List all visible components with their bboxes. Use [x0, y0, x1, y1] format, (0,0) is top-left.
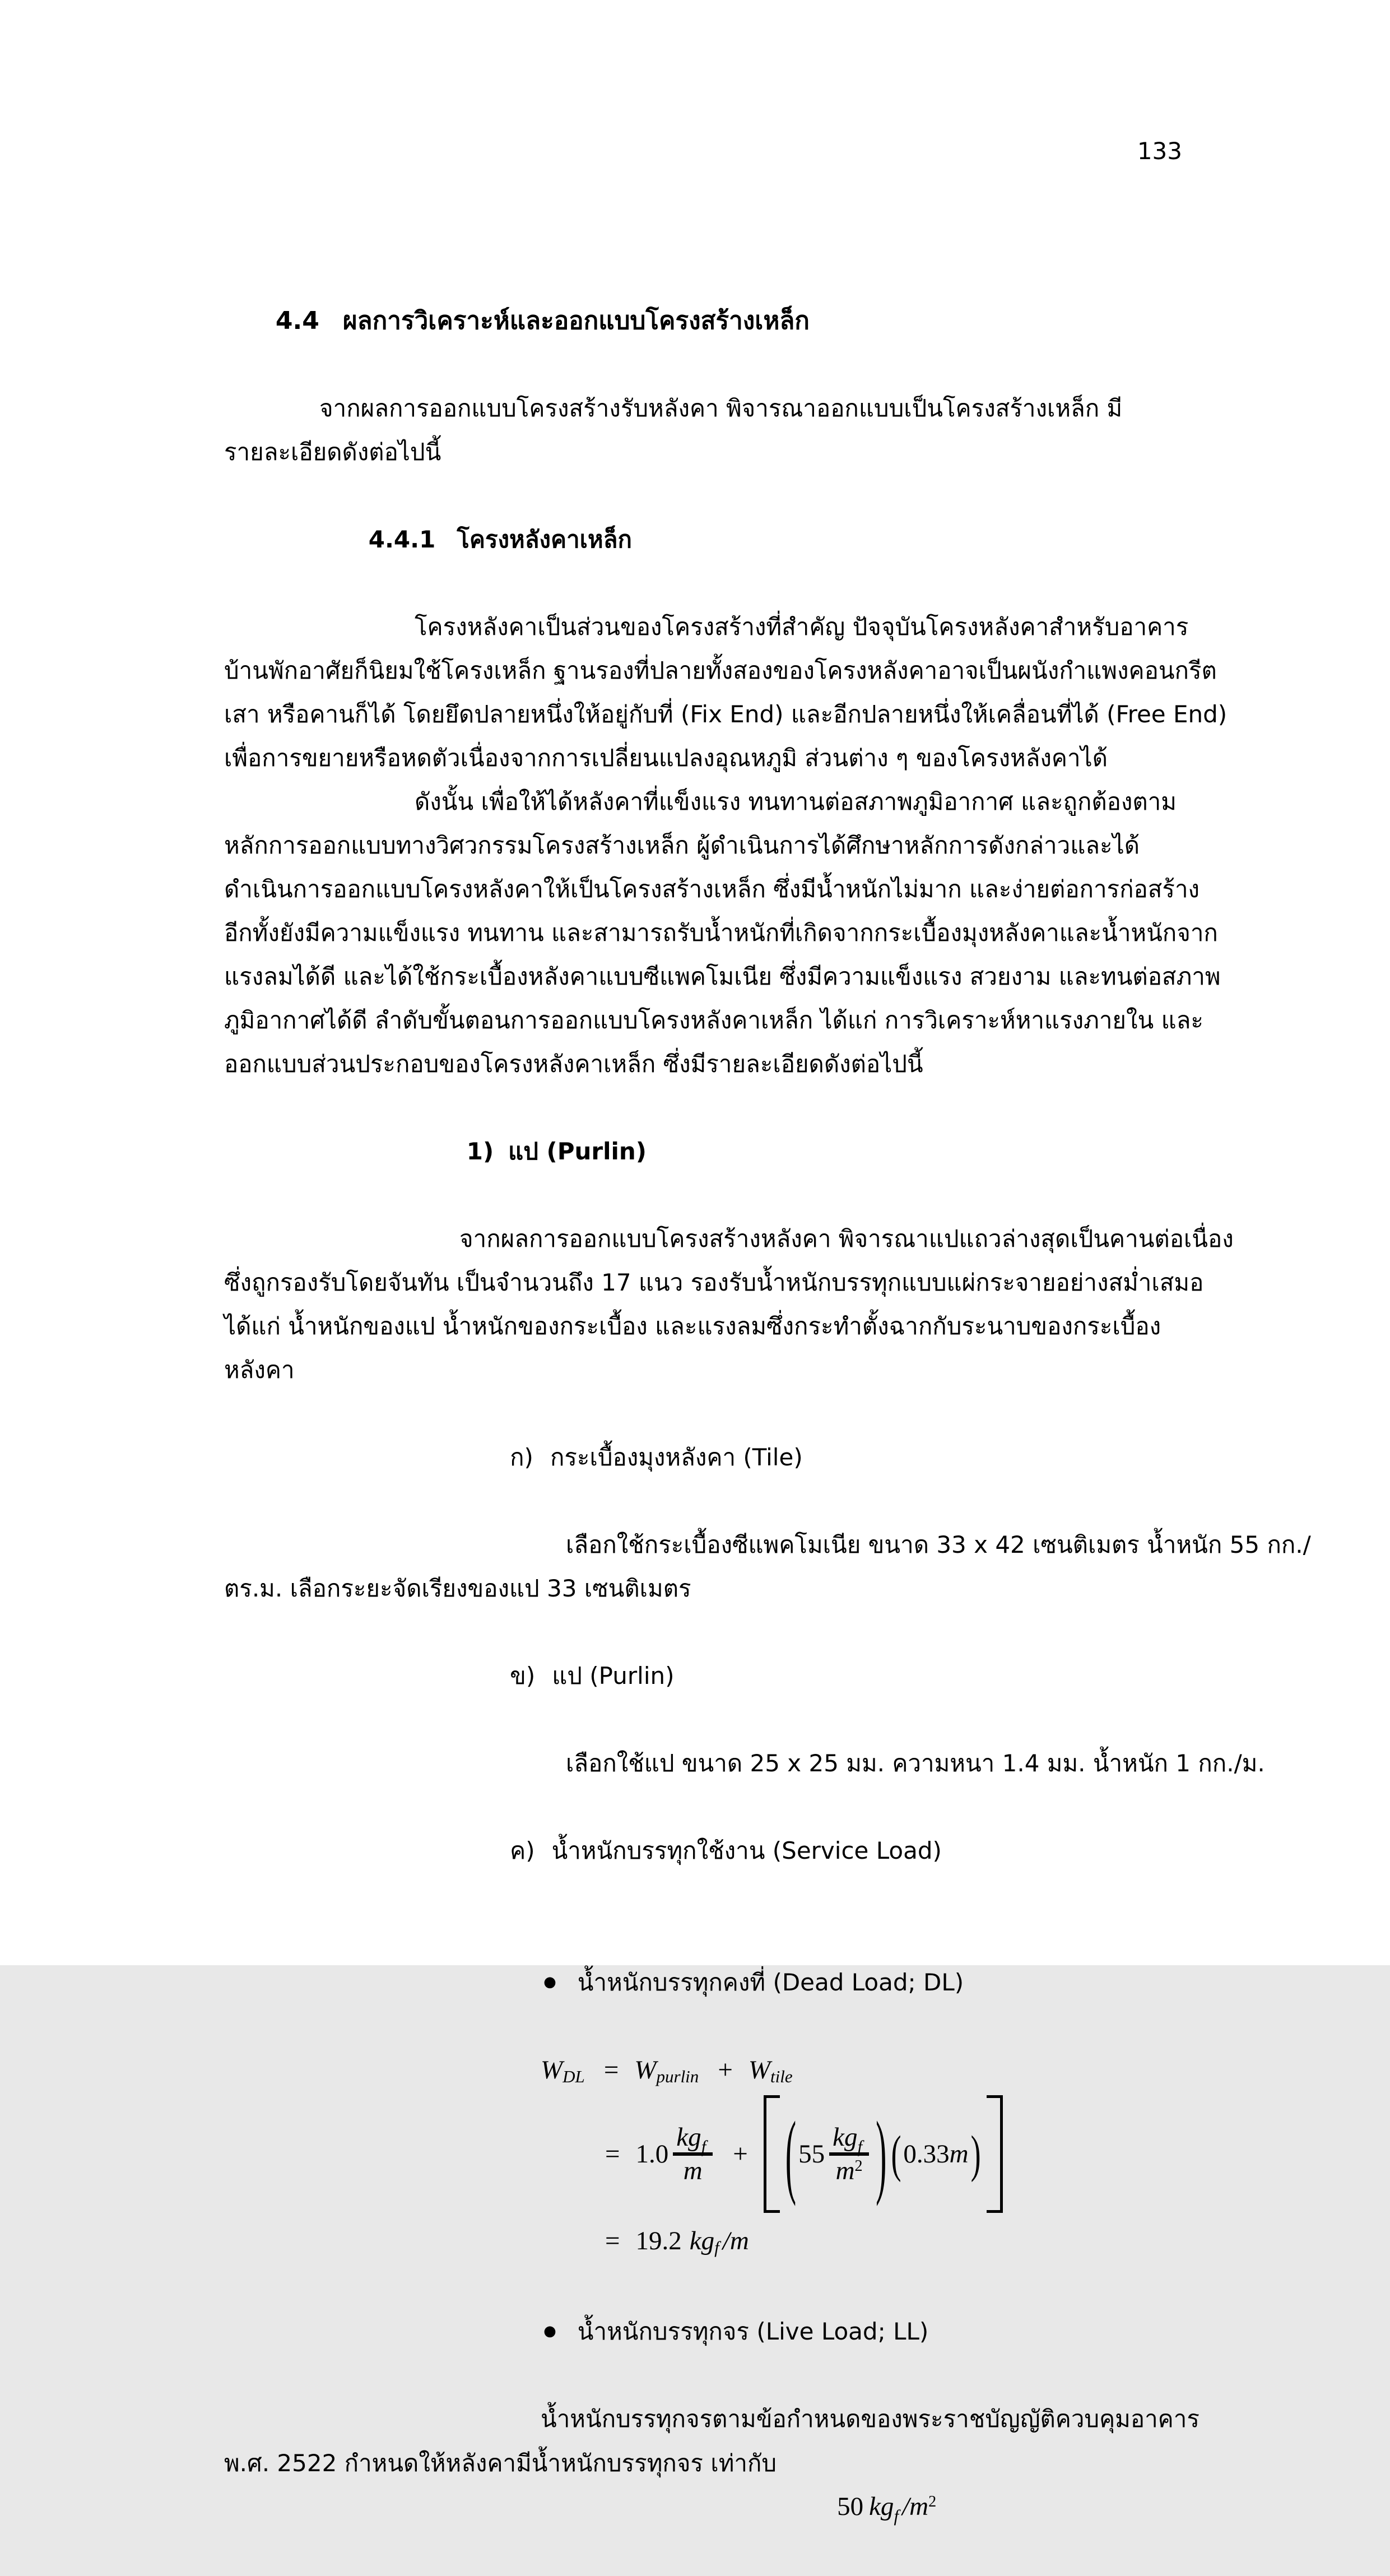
- sub-item-c: [224, 1785, 1182, 1916]
- paragraph-line: จากผลการออกแบบโครงสร้างหลังคา พิจารณาแปแถวล่างสุดเป็นคานต่อเนื่อง: [459, 1225, 1234, 1252]
- sub-item-label: ค): [510, 1837, 535, 1864]
- bullet-icon: ●: [543, 2323, 556, 2340]
- bullet-icon: ●: [543, 1974, 556, 1990]
- equation-dead-load-substitution: [605, 2095, 1182, 2213]
- math-symbol-W: W: [634, 2055, 657, 2085]
- paragraph-line: อีกทั้งยังมีความแข็งแรง ทนทาน และสามารถรับน้ำหนักที่เกิดจากกระเบื้องมุงหลังคาและน้ำหนักจาก: [224, 919, 1218, 946]
- paragraph-line: แรงลมได้ดี และได้ใช้กระเบื้องหลังคาแบบซีแพคโมเนีย ซึ่งมีความแข็งแรง สวยงาม และทนต่อสภาพ: [224, 963, 1221, 990]
- paragraph-line: เพื่อการขยายหรือหดตัวเนื่องจากการเปลี่ยนแปลงอุณหภูมิ ส่วนต่าง ๆ ของโครงหลังคาได้: [224, 744, 1108, 772]
- paragraph-line-with-math: [224, 2441, 1182, 2576]
- fraction-numerator: [673, 2122, 713, 2156]
- dead-load-result-value: 19.2: [635, 2226, 682, 2255]
- section-title: ผลการวิเคราะห์และออกแบบโครงสร้างเหล็ก: [342, 307, 810, 335]
- paragraph-line: หลักการออกแบบทางวิศวกรรมโครงสร้างเหล็ก ผู้ดำเนินการได้ศึกษาหลักการดังกล่าวและได้: [224, 832, 1140, 859]
- tile-weight-coefficient: 55: [798, 2139, 825, 2169]
- unit-m: m: [949, 2139, 969, 2169]
- right-square-bracket: [987, 2095, 1003, 2213]
- paragraph-line: รายละเอียดดังต่อไปนี้: [224, 438, 441, 466]
- bullet-text: น้ำหนักบรรทุกจร (Live Load; LL): [577, 2318, 929, 2345]
- sub-item-title: น้ำหนักบรรทุกใช้งาน (Service Load): [551, 1837, 942, 1864]
- equals-sign: =: [605, 2139, 620, 2169]
- exponent-2: 2: [854, 2157, 863, 2175]
- math-subscript-DL: DL: [562, 2066, 585, 2086]
- sub-item-title: กระเบื้องมุงหลังคา (Tile): [550, 1444, 803, 1471]
- paragraph-line: หลังคา: [224, 1356, 295, 1384]
- paragraph-line: เสา หรือคานก็ได้ โดยยึดปลายหนึ่งให้อยู่กับที่ (Fix End) และอีกปลายหนึ่งให้เคลื่อนที่ได้ (Free End): [224, 700, 1228, 728]
- equals-sign: =: [603, 2055, 619, 2085]
- paragraph-line: ออกแบบส่วนประกอบของโครงหลังคาเหล็ก ซึ่งมีรายละเอียดดังต่อไปนี้: [224, 1050, 923, 1078]
- paragraph-line: ซึ่งถูกรองรับโดยจันทัน เป็นจำนวนถึง 17 แนว รองรับน้ำหนักบรรทุกแบบแผ่กระจายอย่างสม่ำเสมอ: [224, 1269, 1204, 1296]
- left-square-bracket: [764, 2095, 780, 2213]
- paragraph-line: น้ำหนักบรรทุกจรตามข้อกำหนดของพระราชบัญญัติควบคุมอาคาร: [541, 2405, 1200, 2433]
- fraction-denominator: [833, 2156, 866, 2186]
- bullet-text: น้ำหนักบรรทุกคงที่ (Dead Load; DL): [577, 1969, 964, 1996]
- paragraph-text: พ.ศ. 2522 กำหนดให้หลังคามีน้ำหนักบรรทุกจร เท่ากับ: [224, 2449, 777, 2477]
- section-number: 4.4: [275, 307, 319, 335]
- sub-item-label: ข): [510, 1662, 536, 1690]
- sub-item-label: ก): [510, 1444, 533, 1471]
- math-symbol-W: W: [541, 2055, 563, 2085]
- list-title: แป (Purlin): [508, 1138, 647, 1165]
- purlin-weight-coefficient: 1.0: [635, 2139, 669, 2169]
- plus-sign: +: [733, 2139, 748, 2169]
- unit-kg: kg: [676, 2122, 701, 2152]
- sub-item-a: [224, 1392, 1182, 1523]
- section-number: 4.4.1: [368, 526, 436, 553]
- paragraph-line: เลือกใช้กระเบื้องซีแพคโมเนีย ขนาด 33 x 42 เซนติเมตร น้ำหนัก 55 กก./: [566, 1531, 1311, 1558]
- live-load-value-unit: [784, 2441, 936, 2576]
- paragraph-line: ดำเนินการออกแบบโครงหลังคาให้เป็นโครงสร้างเหล็ก ซึ่งมีน้ำหนักไม่มาก และง่ายต่อการก่อสร้าง: [224, 875, 1200, 903]
- unit-m: m: [835, 2156, 855, 2185]
- unit-subscript-f: f: [857, 2136, 863, 2156]
- unit-per-m: /m: [902, 2492, 929, 2521]
- math-subscript-purlin: purlin: [656, 2066, 699, 2086]
- page-content: [224, 0, 1311, 2576]
- unit-per-m: /m: [722, 2226, 749, 2255]
- fraction-numerator: [829, 2122, 869, 2156]
- equation-dead-load-result: [605, 2216, 1182, 2266]
- unit-kg: kg: [833, 2122, 858, 2152]
- equals-sign: =: [605, 2226, 620, 2255]
- paragraph-line: ตร.ม. เลือกระยะจัดเรียงของแป 33 เซนติเมตร: [224, 1575, 691, 1602]
- fraction-kgf-per-m2: [829, 2122, 869, 2186]
- live-load-value: 50: [837, 2492, 864, 2521]
- unit-subscript-f: f: [894, 2505, 899, 2526]
- sub-item-title: แป (Purlin): [552, 1662, 675, 1690]
- paragraph-line: จากผลการออกแบบโครงสร้างรับหลังคา พิจารณาออกแบบเป็นโครงสร้างเหล็ก มี: [319, 394, 1123, 422]
- paragraph-line: ภูมิอากาศได้ดี ลำดับขั้นตอนการออกแบบโครงหลังคาเหล็ก ได้แก่ การวิเคราะห์หาแรงภายใน และ: [224, 1006, 1203, 1034]
- equation-dead-load-definition: [541, 2048, 1182, 2092]
- section-heading-4-4-1: [224, 474, 1182, 605]
- list-heading-purlin: [224, 1086, 1182, 1217]
- unit-kg: kg: [689, 2226, 715, 2255]
- unit-subscript-f: f: [701, 2136, 706, 2156]
- paragraph-line: โครงหลังคาเป็นส่วนของโครงสร้างที่สำคัญ ปัจจุบันโครงหลังคาสำหรับอาคาร: [415, 613, 1189, 640]
- purlin-spacing-value: 0.33: [903, 2139, 950, 2169]
- sub-item-b: [224, 1610, 1182, 1742]
- exponent-2: 2: [928, 2493, 937, 2510]
- unit-subscript-f: f: [714, 2237, 719, 2257]
- unit-kg: kg: [869, 2492, 894, 2521]
- page-number: 133: [1137, 137, 1182, 165]
- paragraph-line: ได้แก่ น้ำหนักของแป น้ำหนักของกระเบื้อง และแรงลมซึ่งกระทำตั้งฉากกับระนาบของกระเบื้อง: [224, 1312, 1161, 1340]
- left-parenthesis: (: [891, 2125, 901, 2183]
- plus-sign: +: [718, 2055, 733, 2085]
- math-subscript-tile: tile: [770, 2066, 793, 2086]
- section-title: โครงหลังคาเหล็ก: [457, 526, 632, 553]
- right-parenthesis: ): [970, 2125, 981, 2183]
- bullet-item-dead-load: [224, 1916, 1182, 2048]
- paragraph-line: บ้านพักอาศัยก็นิยมใช้โครงเหล็ก ฐานรองที่ปลายทั้งสองของโครงหลังคาอาจเป็นผนังกำแพงคอนกรีต: [224, 657, 1217, 684]
- paragraph-line: เลือกใช้แป ขนาด 25 x 25 มม. ความหนา 1.4 มม. น้ำหนัก 1 กก./ม.: [566, 1749, 1265, 1777]
- left-parenthesis-large: (: [785, 2101, 797, 2207]
- section-heading-4-4: [224, 256, 1182, 387]
- fraction-denominator: m: [683, 2156, 703, 2185]
- paragraph-line: ดังนั้น เพื่อให้ได้หลังคาที่แข็งแรง ทนทานต่อสภาพภูมิอากาศ และถูกต้องตาม: [415, 788, 1177, 815]
- fraction-kgf-per-m: [673, 2122, 713, 2186]
- bullet-item-live-load: [224, 2266, 1182, 2397]
- right-parenthesis-large: ): [876, 2101, 887, 2207]
- list-number: 1): [466, 1138, 494, 1165]
- math-symbol-W: W: [748, 2055, 770, 2085]
